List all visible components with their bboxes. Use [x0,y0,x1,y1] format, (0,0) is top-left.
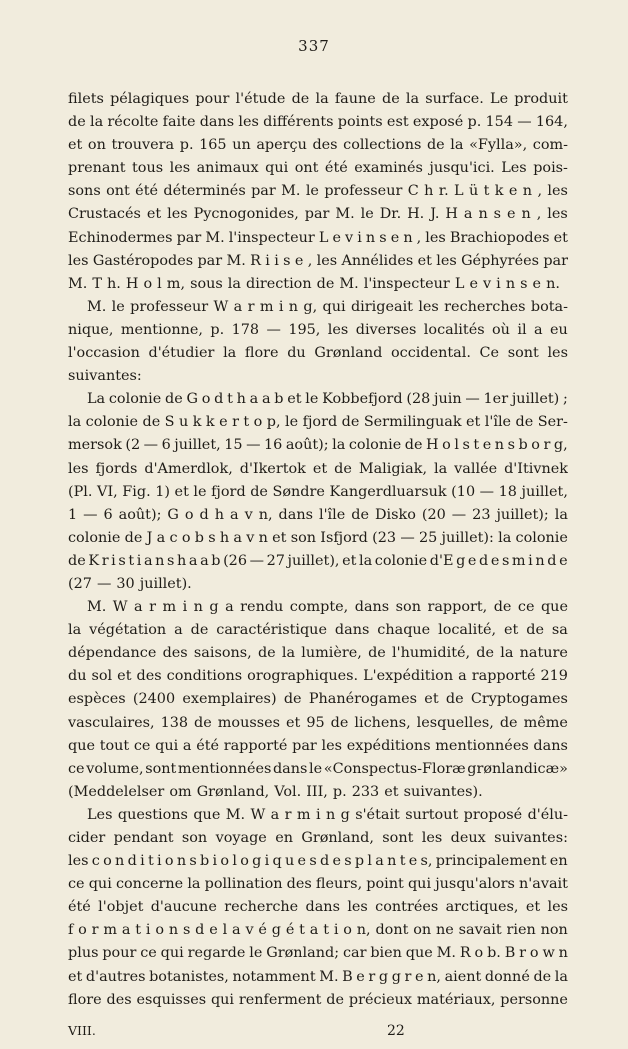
text-line: M. T h. H o l m, sous la direction de M. l'inspecteur L e v i n s e n. [68,275,560,292]
text-line: espèces (2400 exemplaires) de Phanérogames et de Cryptogames [68,691,568,708]
page-number: 337 [298,37,330,55]
text-line: (Meddelelser om Grønland, Vol. III, p. 233 et suivantes). [68,783,483,800]
text-line: colonie de J a c o b s h a v n et son Isfjord (23 — 25 juillet): la colonie [68,529,568,546]
text-line: les c o n d i t i o n s b i o l o g i q u e s d e s p l a n t e s, principalement en [68,853,568,870]
text-line: 1 — 6 août); G o d h a v n, dans l'île de Disko (20 — 23 juillet); la [68,506,568,523]
text-line: sons ont été déterminés par M. le professeur C h r. L ü t k e n , les [68,183,568,200]
text-line: la colonie de S u k k e r t o p, le fjord de Sermilinguak et l'île de Ser- [68,414,568,431]
text-line: nique, mentionne, p. 178 — 195, les diverses localités où il a eu [68,321,568,338]
text-line: et on trouvera p. 165 un aperçu des collections de la «Fylla», com- [68,137,568,154]
text-line: flore des esquisses qui renferment de précieux matériaux, personne [68,991,568,1008]
text-line: (Pl. VI, Fig. 1) et le fjord de Søndre Kangerdluarsuk (10 — 18 juillet, [68,483,568,500]
text-line: et d'autres botanistes, notamment M. B e r g g r e n, aient donné de la [68,968,568,985]
text-line: plus pour ce qui regarde le Grønland; car bien que M. R o b. B r o w n [68,945,568,962]
text-line: M. le professeur W a r m i n g, qui dirigeait les recherches bota- [87,298,568,315]
text-line: que tout ce qui a été rapporté par les expéditions mentionnées dans [68,737,568,754]
text-line: (27 — 30 juillet). [68,575,192,592]
sheet-number: 22 [387,1023,405,1039]
text-line: prenant tous les animaux qui ont été examinés jusqu'ici. Les pois- [68,160,568,177]
text-line: cider pendant son voyage en Grønland, sont les deux suivantes: [68,830,568,846]
text-line: de K r i s t i a n s h a a b (26 — 27 juillet), et la colonie d'E g e d e s m i n d e [68,552,568,569]
text-line: f o r m a t i o n s d e l a v é g é t a t i o n, dont on ne savait rien non [68,922,568,939]
text-line: dépendance des saisons, de la lumière, de l'humidité, de la nature [68,645,568,662]
text-line: été l'objet d'aucune recherche dans les contrées arctiques, et les [68,899,568,916]
text-line: mersok (2 — 6 juillet, 15 — 16 août); la colonie de H o l s t e n s b o r g, [68,437,568,454]
text-line: vasculaires, 138 de mousses et 95 de lichens, lesquelles, de même [68,714,568,731]
text-line: de la récolte faite dans les différents points est exposé p. 154 — 164, [68,114,568,131]
text-line: ce volume, sont mentionnées dans le «Conspectus-Floræ grønlandicæ» [68,760,568,777]
text-line: filets pélagiques pour l'étude de la faune de la surface. Le produit [68,91,568,107]
text-line: ce qui concerne la pollination des fleurs, point qui jusqu'alors n'avait [68,876,568,893]
text-line: les Gastéropodes par M. R i i s e , les Annélides et les Géphyrées par [68,252,568,269]
text-line: l'occasion d'étudier la flore du Grønland occidental. Ce sont les [68,345,568,362]
text-line: M. W a r m i n g a rendu compte, dans son rapport, de ce que [87,599,568,616]
text-line: Crustacés et les Pycnogonides, par M. le Dr. H. J. H a n s e n , les [68,206,568,223]
text-line: La colonie de G o d t h a a b et le Kobbefjord (28 juin — 1er juillet) ; [87,391,568,408]
text-line: du sol et des conditions orographiques. L'expédition a rapporté 219 [68,668,568,685]
text-line: Echinodermes par M. l'inspecteur L e v i n s e n , les Brachiopodes et [68,229,568,246]
text-line: Les questions que M. W a r m i n g s'était surtout proposé d'élu- [87,806,568,823]
body-text [68,88,568,1012]
text-line: la végétation a de caractéristique dans chaque localité, et de sa [68,622,568,639]
signature-mark: VIII. [68,1023,96,1038]
text-line: suivantes: [68,368,142,385]
text-line: les fjords d'Amerdlok, d'Ikertok et de Maligiak, la vallée d'Itivnek [68,460,568,477]
